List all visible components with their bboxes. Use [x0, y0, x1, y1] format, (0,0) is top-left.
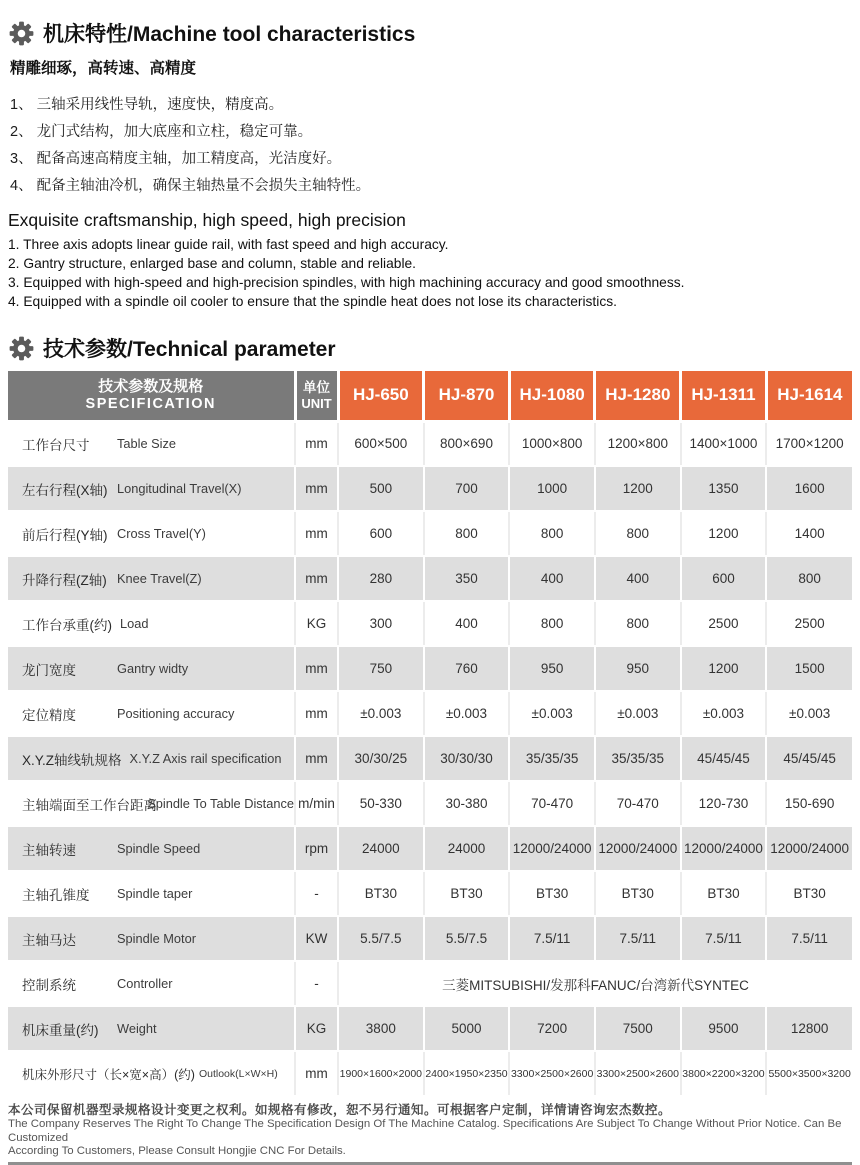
row-value-cell: 1900×1600×2000: [338, 1051, 424, 1096]
row-label-cn: X.Y.Z轴线轨规格: [22, 752, 122, 768]
row-value-cell: 600×500: [338, 421, 424, 466]
section-title-machine-characteristics: 机床特性/Machine tool characteristics: [43, 23, 416, 46]
row-unit-cell: mm: [295, 691, 338, 736]
row-value-cell: 12000/24000: [766, 826, 852, 871]
characteristic-item-en: 2. Gantry structure, enlarged base and column, stable and reliable.: [8, 256, 417, 271]
row-value-cell: 45/45/45: [681, 736, 767, 781]
row-label-en: Longitudinal Travel(X): [117, 481, 242, 496]
row-value-cell: 5000: [424, 1006, 510, 1051]
row-unit-cell: rpm: [295, 826, 338, 871]
footer-note: [8, 1103, 852, 1165]
row-label-cn: 主轴马达: [22, 932, 76, 948]
characteristic-item-cn: 2、 龙门式结构，加大底座和立柱，稳定可靠。: [10, 124, 313, 140]
spec-table-body: [8, 421, 852, 1096]
unit-header-cn: 单位: [303, 379, 330, 395]
row-unit-cell: m/min: [295, 781, 338, 826]
row-value-cell: 400: [424, 601, 510, 646]
row-value-cell: 1350: [681, 466, 767, 511]
row-label-cell: [8, 556, 295, 601]
table-row: [8, 736, 852, 781]
row-label-en: Load: [120, 616, 149, 631]
row-value-cell: 800: [509, 601, 595, 646]
row-value-cell: 1200: [681, 646, 767, 691]
row-value-cell: 70-470: [595, 781, 681, 826]
row-unit-cell: mm: [295, 1051, 338, 1096]
footer-note-cn: 本公司保留机器型录规格设计变更之权利。如规格有修改，恕不另行通知。可根据客户定制，详情请咨询宏杰数控。: [8, 1103, 672, 1117]
section-machine-characteristics-header: [8, 18, 852, 48]
characteristics-subtitle: 精雕细琢，高转速、高精度: [10, 60, 197, 77]
table-row: [8, 601, 852, 646]
row-value-cell: ±0.003: [766, 691, 852, 736]
row-value-cell: 1500: [766, 646, 852, 691]
row-value-cell: 800: [509, 511, 595, 556]
row-value-cell: 7200: [509, 1006, 595, 1051]
table-row: [8, 646, 852, 691]
row-label-cell: [8, 1051, 295, 1096]
table-row: [8, 781, 852, 826]
row-value-cell: 950: [509, 646, 595, 691]
row-value-cell: 2400×1950×2350: [424, 1051, 510, 1096]
model-header-hj-1280: HJ-1280: [595, 371, 681, 421]
row-label-cell: [8, 781, 295, 826]
row-label-en: Controller: [117, 976, 173, 991]
row-value-cell: 800: [424, 511, 510, 556]
row-label-en: Spindle Motor: [117, 931, 196, 946]
row-value-cell: 7500: [595, 1006, 681, 1051]
row-unit-cell: KG: [295, 1006, 338, 1051]
model-header-hj-1080: HJ-1080: [509, 371, 595, 421]
row-unit-cell: mm: [295, 421, 338, 466]
row-value-cell: 24000: [424, 826, 510, 871]
characteristic-item-en: 1. Three axis adopts linear guide rail, with fast speed and high accuracy.: [8, 237, 449, 252]
row-unit-cell: mm: [295, 511, 338, 556]
row-label-en: Gantry widty: [117, 661, 189, 676]
row-value-cell: 750: [338, 646, 424, 691]
row-value-cell: 950: [595, 646, 681, 691]
row-value-cell: BT30: [595, 871, 681, 916]
row-value-cell: 30/30/30: [424, 736, 510, 781]
row-label-cn: 前后行程(Y轴): [22, 527, 108, 543]
row-unit-cell: mm: [295, 646, 338, 691]
row-value-cell: 7.5/11: [766, 916, 852, 961]
row-value-cell: 12000/24000: [595, 826, 681, 871]
row-label-cn: 工作台尺寸: [22, 437, 90, 453]
row-value-cell: 800: [595, 601, 681, 646]
row-label-en: Positioning accuracy: [117, 706, 235, 721]
unit-header-cell: [295, 371, 338, 421]
row-value-cell: BT30: [338, 871, 424, 916]
row-value-cell: 700: [424, 466, 510, 511]
row-value-cell: 1600: [766, 466, 852, 511]
section-title-technical-parameter: 技术参数/Technical parameter: [43, 338, 336, 361]
row-label-cell: [8, 826, 295, 871]
table-row: [8, 511, 852, 556]
row-value-cell: 400: [509, 556, 595, 601]
characteristics-list-cn: [10, 92, 852, 200]
model-header-hj-650: HJ-650: [338, 371, 424, 421]
row-value-cell: 24000: [338, 826, 424, 871]
row-value-cell: 760: [424, 646, 510, 691]
row-label-cell: [8, 421, 295, 466]
row-value-cell: BT30: [424, 871, 510, 916]
row-label-cell: [8, 916, 295, 961]
row-label-cn: 主轴孔锥度: [22, 887, 90, 903]
row-value-cell: 600: [681, 556, 767, 601]
table-row: [8, 826, 852, 871]
row-label-en: Table Size: [117, 436, 177, 452]
table-row: [8, 871, 852, 916]
footer-note-en-line1: The Company Reserves The Right To Change The Specification Design Of The Machine Catalog. Specifications Are Subject To Change Without Prior Notice. Can Be Customized: [8, 1118, 842, 1144]
spec-header-cn: 技术参数及规格: [98, 377, 204, 395]
row-value-cell: 7.5/11: [595, 916, 681, 961]
row-value-cell: 800: [595, 511, 681, 556]
table-row: [8, 961, 852, 1006]
row-value-cell: 120-730: [681, 781, 767, 826]
row-label-cn: 工作台承重(约): [22, 617, 112, 633]
characteristic-item-en: 3. Equipped with high-speed and high-precision spindles, with high machining accuracy and good smoothness.: [8, 275, 685, 290]
row-value-cell: 12800: [766, 1006, 852, 1051]
row-value-cell: 7.5/11: [509, 916, 595, 961]
row-label-cell: [8, 691, 295, 736]
row-label-cn: 左右行程(X轴): [22, 482, 108, 498]
row-value-cell: 1400×1000: [681, 421, 767, 466]
row-value-cell: 1700×1200: [766, 421, 852, 466]
footer-note-en-line2: According To Customers, Please Consult Hongjie CNC For Details.: [8, 1145, 346, 1157]
characteristic-item-en: 4. Equipped with a spindle oil cooler to ensure that the spindle heat does not lose its characteristics.: [8, 294, 617, 309]
row-unit-cell: -: [295, 961, 338, 1006]
row-label-cell: [8, 871, 295, 916]
row-value-cell: 30-380: [424, 781, 510, 826]
row-value-cell: 1200: [595, 466, 681, 511]
section-technical-parameter-header: [8, 333, 852, 363]
table-row: [8, 466, 852, 511]
row-label-cell: [8, 601, 295, 646]
row-value-cell: 1200: [681, 511, 767, 556]
row-value-cell: 12000/24000: [509, 826, 595, 871]
row-value-cell: 350: [424, 556, 510, 601]
row-label-en: Weight: [117, 1021, 157, 1036]
table-row: [8, 916, 852, 961]
row-value-cell: 2500: [766, 601, 852, 646]
row-label-en: Outlook(L×W×H): [198, 1067, 278, 1080]
row-value-cell: ±0.003: [509, 691, 595, 736]
row-value-cell: 7.5/11: [681, 916, 767, 961]
row-value-cell: 35/35/35: [595, 736, 681, 781]
row-value-cell: ±0.003: [338, 691, 424, 736]
characteristics-list-en: [8, 235, 852, 311]
model-header-hj-1614: HJ-1614: [766, 371, 852, 421]
row-value-cell: 12000/24000: [681, 826, 767, 871]
row-label-cn: 控制系统: [22, 977, 76, 993]
row-value-cell: 5.5/7.5: [338, 916, 424, 961]
row-value-cell: 150-690: [766, 781, 852, 826]
characteristic-item-cn: 3、 配备高速高精度主轴，加工精度高，光洁度好。: [10, 151, 342, 167]
row-label-cn: 主轴转速: [22, 842, 76, 858]
row-value-cell: 300: [338, 601, 424, 646]
gear-icon: [8, 335, 35, 362]
row-label-en: Spindle Speed: [117, 841, 201, 856]
row-value-cell: 9500: [681, 1006, 767, 1051]
gear-icon: [8, 20, 35, 47]
row-unit-cell: mm: [295, 556, 338, 601]
row-value-cell: 3300×2500×2600: [509, 1051, 595, 1096]
row-value-cell: 400: [595, 556, 681, 601]
row-value-cell: BT30: [509, 871, 595, 916]
row-value-cell: 1400: [766, 511, 852, 556]
table-row: [8, 556, 852, 601]
row-value-cell: 3800: [338, 1006, 424, 1051]
row-value-merged: 三菱MITSUBISHI/发那科FANUC/台湾新代SYNTEC: [338, 961, 852, 1006]
row-label-cn: 机床重量(约): [22, 1022, 99, 1038]
unit-header-en: UNIT: [301, 395, 332, 411]
row-value-cell: 500: [338, 466, 424, 511]
row-value-cell: 35/35/35: [509, 736, 595, 781]
row-value-cell: BT30: [681, 871, 767, 916]
row-value-cell: 5500×3500×3200: [766, 1051, 852, 1096]
row-value-cell: 800×690: [424, 421, 510, 466]
row-label-cn: 定位精度: [22, 707, 76, 723]
row-unit-cell: -: [295, 871, 338, 916]
row-label-cn: 升降行程(Z轴): [22, 572, 107, 588]
row-label-en: Spindle To Table Distance: [147, 796, 294, 811]
table-row: [8, 421, 852, 466]
row-label-cn: 主轴端面至工作台距离: [22, 797, 157, 813]
row-value-cell: 280: [338, 556, 424, 601]
row-label-en: Cross Travel(Y): [117, 526, 206, 541]
row-value-cell: 600: [338, 511, 424, 556]
row-label-cell: [8, 1006, 295, 1051]
row-value-cell: 3800×2200×3200: [681, 1051, 767, 1096]
row-label-cell: [8, 646, 295, 691]
characteristics-title-en: Exquisite craftsmanship, high speed, high precision: [8, 210, 406, 230]
row-label-cn: 龙门宽度: [22, 662, 76, 678]
row-value-cell: ±0.003: [595, 691, 681, 736]
model-header-hj-1311: HJ-1311: [681, 371, 767, 421]
table-row: [8, 1051, 852, 1096]
row-value-cell: 50-330: [338, 781, 424, 826]
row-value-cell: BT30: [766, 871, 852, 916]
row-label-cell: [8, 511, 295, 556]
characteristic-item-cn: 4、 配备主轴油冷机，确保主轴热量不会损失主轴特性。: [10, 178, 371, 194]
row-value-cell: 5.5/7.5: [424, 916, 510, 961]
row-unit-cell: KW: [295, 916, 338, 961]
row-value-cell: 70-470: [509, 781, 595, 826]
characteristic-item-cn: 1、 三轴采用线性导轨，速度快，精度高。: [10, 97, 284, 113]
row-value-cell: 800: [766, 556, 852, 601]
table-header-row: [8, 371, 852, 421]
row-label-cell: [8, 466, 295, 511]
row-value-cell: 3300×2500×2600: [595, 1051, 681, 1096]
row-value-cell: 2500: [681, 601, 767, 646]
row-label-cell: [8, 736, 295, 781]
specification-table: [8, 371, 852, 1097]
row-unit-cell: mm: [295, 466, 338, 511]
table-row: [8, 1006, 852, 1051]
row-label-en: Knee Travel(Z): [117, 571, 202, 586]
row-value-cell: 1200×800: [595, 421, 681, 466]
row-value-cell: 1000×800: [509, 421, 595, 466]
model-header-hj-870: HJ-870: [424, 371, 510, 421]
row-value-cell: 45/45/45: [766, 736, 852, 781]
row-label-cn: 机床外形尺寸（长×宽×高）(约): [22, 1067, 195, 1082]
row-value-cell: ±0.003: [424, 691, 510, 736]
row-label-cell: [8, 961, 295, 1006]
spec-header-en: SPECIFICATION: [85, 395, 216, 412]
row-value-cell: 30/30/25: [338, 736, 424, 781]
row-label-en: X.Y.Z Axis rail specification: [129, 751, 282, 766]
table-row: [8, 691, 852, 736]
spec-header-cell: [8, 371, 295, 421]
row-value-cell: 1000: [509, 466, 595, 511]
row-unit-cell: mm: [295, 736, 338, 781]
row-unit-cell: KG: [295, 601, 338, 646]
row-label-en: Spindle taper: [117, 886, 193, 901]
row-value-cell: ±0.003: [681, 691, 767, 736]
